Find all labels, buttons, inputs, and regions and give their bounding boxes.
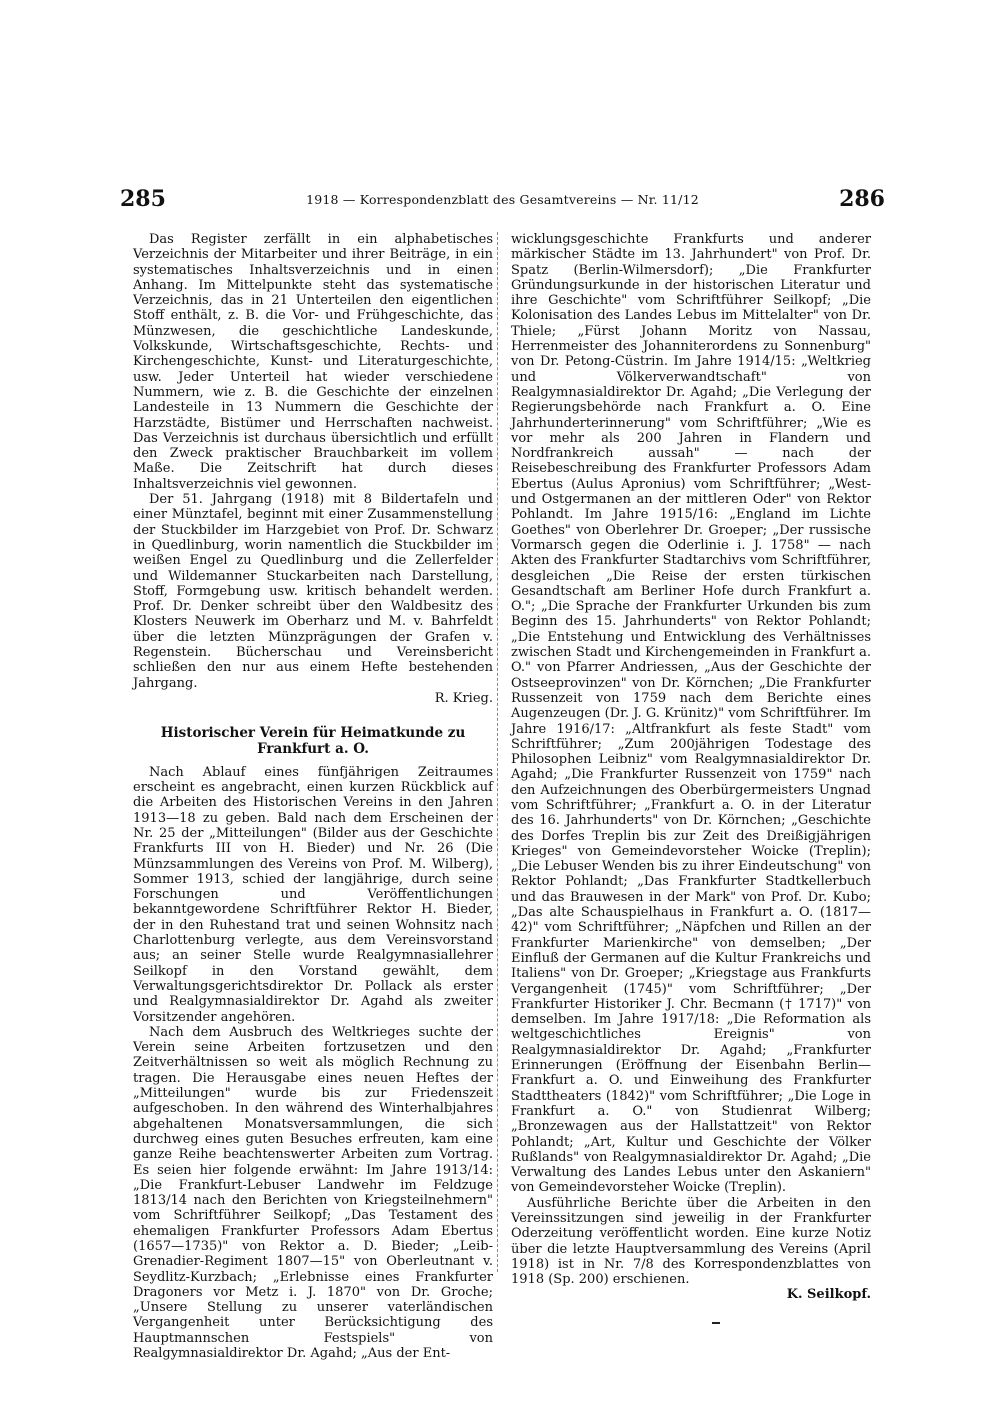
signature: K. Seilkopf. (786, 1287, 871, 1303)
ink-mark (712, 1322, 720, 1324)
left-column (133, 232, 493, 1361)
page-number-right: 286 (839, 186, 885, 212)
paragraph: Der 51. Jahrgang (1918) mit 8 Bildertafeln und einer Münztafel, beginnt mit einer Zusammenstellung der Stuckbilder im Harzgebiet von Prof. Dr. Schwarz in Quedlinburg, worin namentlich die Stuckbilder im weißen Engel zu Quedlinburg und die Zellerfelder und Wildemanner Stuckarbeiten nach Darstellung, Stoff, Formgebung usw. kritisch behandelt werden. Prof. Dr. Denker schreibt über den Waldbesitz des Klosters Neuwerk im Oberharz und M. v. Bahrfeldt über die letzten Münzprägungen der Grafen v. Regenstein. Bücherschau und Vereinsbericht schließen den nur aus einem Hefte bestehenden Jahrgang. (133, 492, 493, 691)
right-column (511, 232, 871, 1303)
paragraph: Nach Ablauf eines fünfjährigen Zeitraumes erscheint es angebracht, einen kurzen Rückblick auf die Arbeiten des Historischen Vereins in den Jahren 1913—18 zu geben. Bald nach dem Erscheinen der Nr. 25 der „Mitteilungen" (Bilder aus der Geschichte Frankfurts III von H. Bieder) und Nr. 26 (Die Münzsammlungen des Vereins von Prof. M. Wilberg), Sommer 1913, schied der langjährige, durch seine Forschungen und Veröffentlichungen bekanntgewordene Schriftführer Rektor H. Bieder, der in den Ruhestand trat und seinen Wohnsitz nach Charlottenburg verlegte, aus dem Vereinsvorstand aus; an seiner Stelle wurde Realgymnasiallehrer Seilkopf in den Vorstand gewählt, dem Verwaltungsgerichtsdirektor Dr. Pollack als erster und Realgymnasialdirektor Dr. Agahd als zweiter Vorsitzender angehören. (133, 764, 493, 1025)
paragraph: Nach dem Ausbruch des Weltkrieges suchte der Verein seine Arbeiten fortzusetzen und den Zeitverhältnissen so weit als möglich Rechnung zu tragen. Die Herausgabe eines neuen Heftes der „Mitteilungen" wurde bis zur Friedenszeit aufgeschoben. In den während des Winterhalbjahres abgehaltenen Monatsversammlungen, die sich durchweg eines guten Besuches erfreuten, kam eine ganze Reihe beachtenswerter Arbeiten zum Vortrag. Es seien hier folgende erwähnt: Im Jahre 1913/14: „Die Frankfurt-Lebuser Landwehr im Feldzuge 1813/14 nach den Berichten von Kriegsteilnehmern" vom Schriftführer Seilkopf; „Das Testament des ehemaligen Frankfurter Professors Adam Ebertus (1657—1735)" von Rektor a. D. Bieder; „Leib-Grenadier-Regiment 1807—15" von Oberleutnant v. Seydlitz-Kurzbach; „Erlebnisse eines Frankfurter Dragoners vor Metz i. J. 1870" von Dr. Groche; „Unsere Stellung zu unserer vaterländischen Vergangenheit unter Berücksichtigung des Hauptmannschen Festspiels" von Realgymnasialdirektor Dr. Agahd; „Aus der Ent- (133, 1024, 493, 1362)
paragraph: Ausführliche Berichte über die Arbeiten in den Vereinssitzungen sind jeweilig in der Frankfurter Oderzeitung veröffentlicht worden. Eine kurze Notiz über die letzte Hauptversammlung des Vereins (April 1918) ist in Nr. 7/8 des Korrespondenzblattes von 1918 (Sp. 200) erschienen. (511, 1195, 871, 1288)
paragraph: wicklungsgeschichte Frankfurts und anderer märkischer Städte im 13. Jahrhundert" von Prof. Dr. Spatz (Berlin-Wilmersdorf); „Die Frankfurter Gründungsurkunde in der historischen Literatur und ihre Geschichte" vom Schriftführer Seilkopf; „Die Kolonisation des Landes Lebus im Mittelalter" von Dr. Thiele; „Fürst Johann Moritz von Nassau, Herrenmeister des Johanniterordens zu Sonnenburg" von Dr. Petong-Cüstrin. Im Jahre 1914/15: „Weltkrieg und Völkerverwandtschaft" von Realgymnasialdirektor Dr. Agahd; „Die Verlegung der Regierungsbehörde nach Frankfurt a. O. Eine Jahrhunderterinnerung" vom Schriftführer; „Wie es vor mehr als 200 Jahren in Flandern und Nordfrankreich aussah" — nach der Reisebeschreibung des Frankfurter Professors Adam Ebertus (Aulus Apronius) vom Schriftführer; „West- und Ostgermanen an der mittleren Oder" von Rektor Pohlandt. Im Jahre 1915/16: „England im Lichte Goethes" von Oberlehrer Dr. Groeper; „Der russische Vormarsch gegen die Oderlinie i. J. 1758" — nach Akten des Frankfurter Stadtarchivs vom Schriftführer, desgleichen „Die Reise der ersten türkischen Gesandtschaft am Berliner Hofe durch Frankfurt a. O."; „Die Sprache der Frankfurter Urkunden bis zum Beginn des 15. Jahrhunderts" von Rektor Pohlandt; „Die Entstehung und Entwicklung des Verhältnisses zwischen Stadt und Kirchengemeinden in Frankfurt a. O." von Pfarrer Andriessen, „Aus der Geschichte der Ostseeprovinzen" von Dr. Körnchen; „Die Frankfurter Russenzeit von 1759 nach dem Berichte eines Augenzeugen (Dr. J. G. Krünitz)" vom Schriftführer. Im Jahre 1916/17: „Altfrankfurt als feste Stadt" vom Schriftführer; „Zum 200jährigen Todestage des Philosophen Leibniz" vom Realgymnasialdirektor Dr. Agahd; „Die Frankfurter Russenzeit von 1759" nach den Aufzeichnungen des Oberbürgermeisters Ungnad vom Schriftführer; „Frankfurt a. O. in der Literatur des 16. Jahrhunderts" von Dr. Körnchen; „Geschichte des Dorfes Treplin bis zur Zeit des Dreißigjährigen Krieges" von Gemeindevorsteher Woicke (Treplin); „Die Lebuser Wenden bis zu ihrer Eindeutschung" von Rektor Pohlandt; „Das Frankfurter Stadtkellerbuch und das Brauwesen in der Mark" von Prof. Dr. Kubo; „Das alte Schauspielhaus in Frankfurt a. O. (1817—42)" vom Schriftführer; „Näpfchen und Rillen an der Frankfurter Marienkirche" von demselben; „Der Einfluß der Germanen auf die Kultur Frankreichs und Italiens" von Dr. Groeper; „Kriegstage aus Frankfurts Vergangenheit (1745)" vom Schriftführer; „Der Frankfurter Historiker J. Chr. Becmann († 1717)" von demselben. Im Jahre 1917/18: „Die Reformation als weltgeschichtliches Ereignis" von Realgymnasialdirektor Dr. Agahd; „Frankfurter Erinnerungen (Eröffnung der Eisenbahn Berlin—Frankfurt a. O. und Einweihung des Frankfurter Stadttheaters (1842)" vom Schriftführer; „Die Loge in Frankfurt a. O." von Studienrat Wilberg; „Bronzewagen aus der Hallstattzeit" von Rektor Pohlandt; „Art, Kultur und Geschichte der Völker Rußlands" von Realgymnasialdirektor Dr. Agahd; „Die Verwaltung des Landes Lebus unter den Askaniern" von Gemeindevorsteher Woicke (Treplin). (511, 232, 871, 1196)
page-number-left: 285 (120, 186, 166, 212)
paragraph: Das Register zerfällt in ein alphabetisches Verzeichnis der Mitarbeiter und ihrer Beiträge, in ein systematisches Inhaltsverzeichnis und in einen Anhang. Im Mittelpunkte steht das systematische Verzeichnis, das in 21 Unterteilen den eigentlichen Stoff enthält, z. B. die Vor- und Frühgeschichte, das Münzwesen, die geschichtliche Landeskunde, Volkskunde, Wirtschaftsgeschichte, Rechts- und Kirchengeschichte, Kunst- und Literaturgeschichte, usw. Jeder Unterteil hat wieder verschiedene Nummern, wie z. B. die Geschichte der einzelnen Landesteile in 13 Nummern die Geschichte der Harzstädte, Bistümer und Herrschaften nachweist. Das Verzeichnis ist durchaus übersichtlich und erfüllt den Zweck praktischer Brauchbarkeit im vollem Maße. Die Zeitschrift hat durch dieses Inhaltsverzeichnis viel gewonnen. (133, 232, 493, 492)
page-header (120, 186, 885, 220)
signature: R. Krieg. (434, 690, 493, 706)
section-heading: Historischer Verein für Heimatkunde zu Frankfurt a. O. (160, 725, 466, 757)
running-head: 1918 — Korrespondenzblatt des Gesamtvereins — Nr. 11/12 (306, 192, 699, 207)
column-divider (497, 232, 498, 1272)
